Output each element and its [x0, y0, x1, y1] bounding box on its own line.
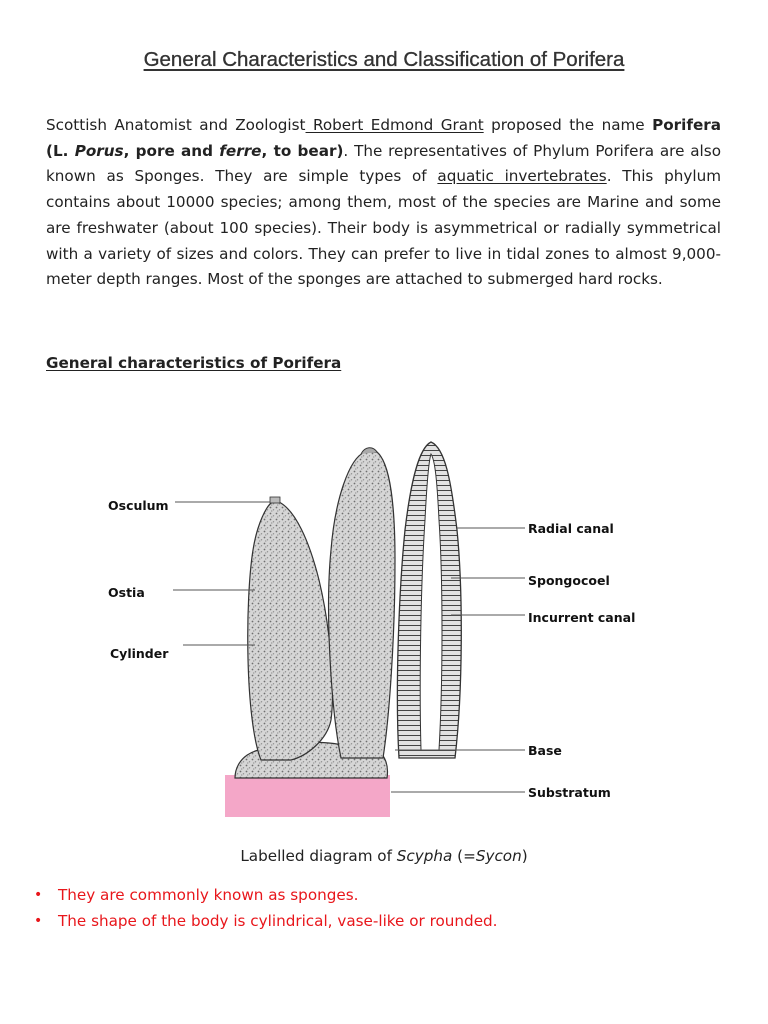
bullet-icon: • — [34, 913, 43, 929]
aquatic-invertebrates-link[interactable]: aquatic invertebrates — [437, 167, 607, 186]
characteristics-list — [34, 884, 498, 936]
section-heading: General characteristics of Porifera — [46, 354, 342, 372]
left-cylinder — [248, 502, 333, 760]
middle-cylinder — [329, 452, 395, 758]
label-substratum: Substratum — [528, 785, 611, 800]
intro-text-3: . The representatives of Phylum Porifera are also known as Sponges. They are simple types of — [46, 141, 721, 186]
substratum-rect — [225, 775, 390, 817]
porifera-etymology: Porifera (L. Porus, pore and ferre, to bear) — [46, 116, 722, 160]
list-item: • The shape of the body is cylindrical, vase-like or rounded. — [34, 912, 498, 930]
list-item: • They are commonly known as sponges. — [34, 886, 359, 904]
intro-text-1: Scottish Anatomist and Zoologist — [46, 116, 306, 134]
label-radial-canal: Radial canal — [528, 521, 614, 536]
scypha-illustration — [95, 440, 655, 820]
bullet-icon: • — [34, 887, 43, 903]
label-spongocoel: Spongocoel — [528, 573, 610, 588]
scypha-diagram — [95, 440, 655, 820]
intro-text-4: . This phylum contains about 10000 species; among them, most of the species are Marine and some are freshwater (about 100 species). Their body is asymmetrical or radially symmetrical with a variety of sizes and colors. They can prefer to live in tidal zones to almost 9,000-meter depth ranges. Most of the sponges are attached to submerged hard rocks. — [46, 167, 721, 289]
label-osculum: Osculum — [108, 498, 169, 513]
robert-grant-link[interactable]: Robert Edmond Grant — [305, 116, 484, 134]
label-incurrent-canal: Incurrent canal — [528, 610, 636, 625]
label-ostia: Ostia — [108, 585, 145, 600]
intro-text-2: proposed the name — [483, 116, 653, 134]
label-cylinder: Cylinder — [110, 646, 169, 661]
page-title: General Characteristics and Classification of Porifera — [143, 48, 625, 71]
label-base: Base — [528, 743, 562, 758]
diagram-caption: Labelled diagram of Scypha (=Sycon) — [240, 847, 528, 865]
intro-paragraph — [46, 113, 721, 293]
